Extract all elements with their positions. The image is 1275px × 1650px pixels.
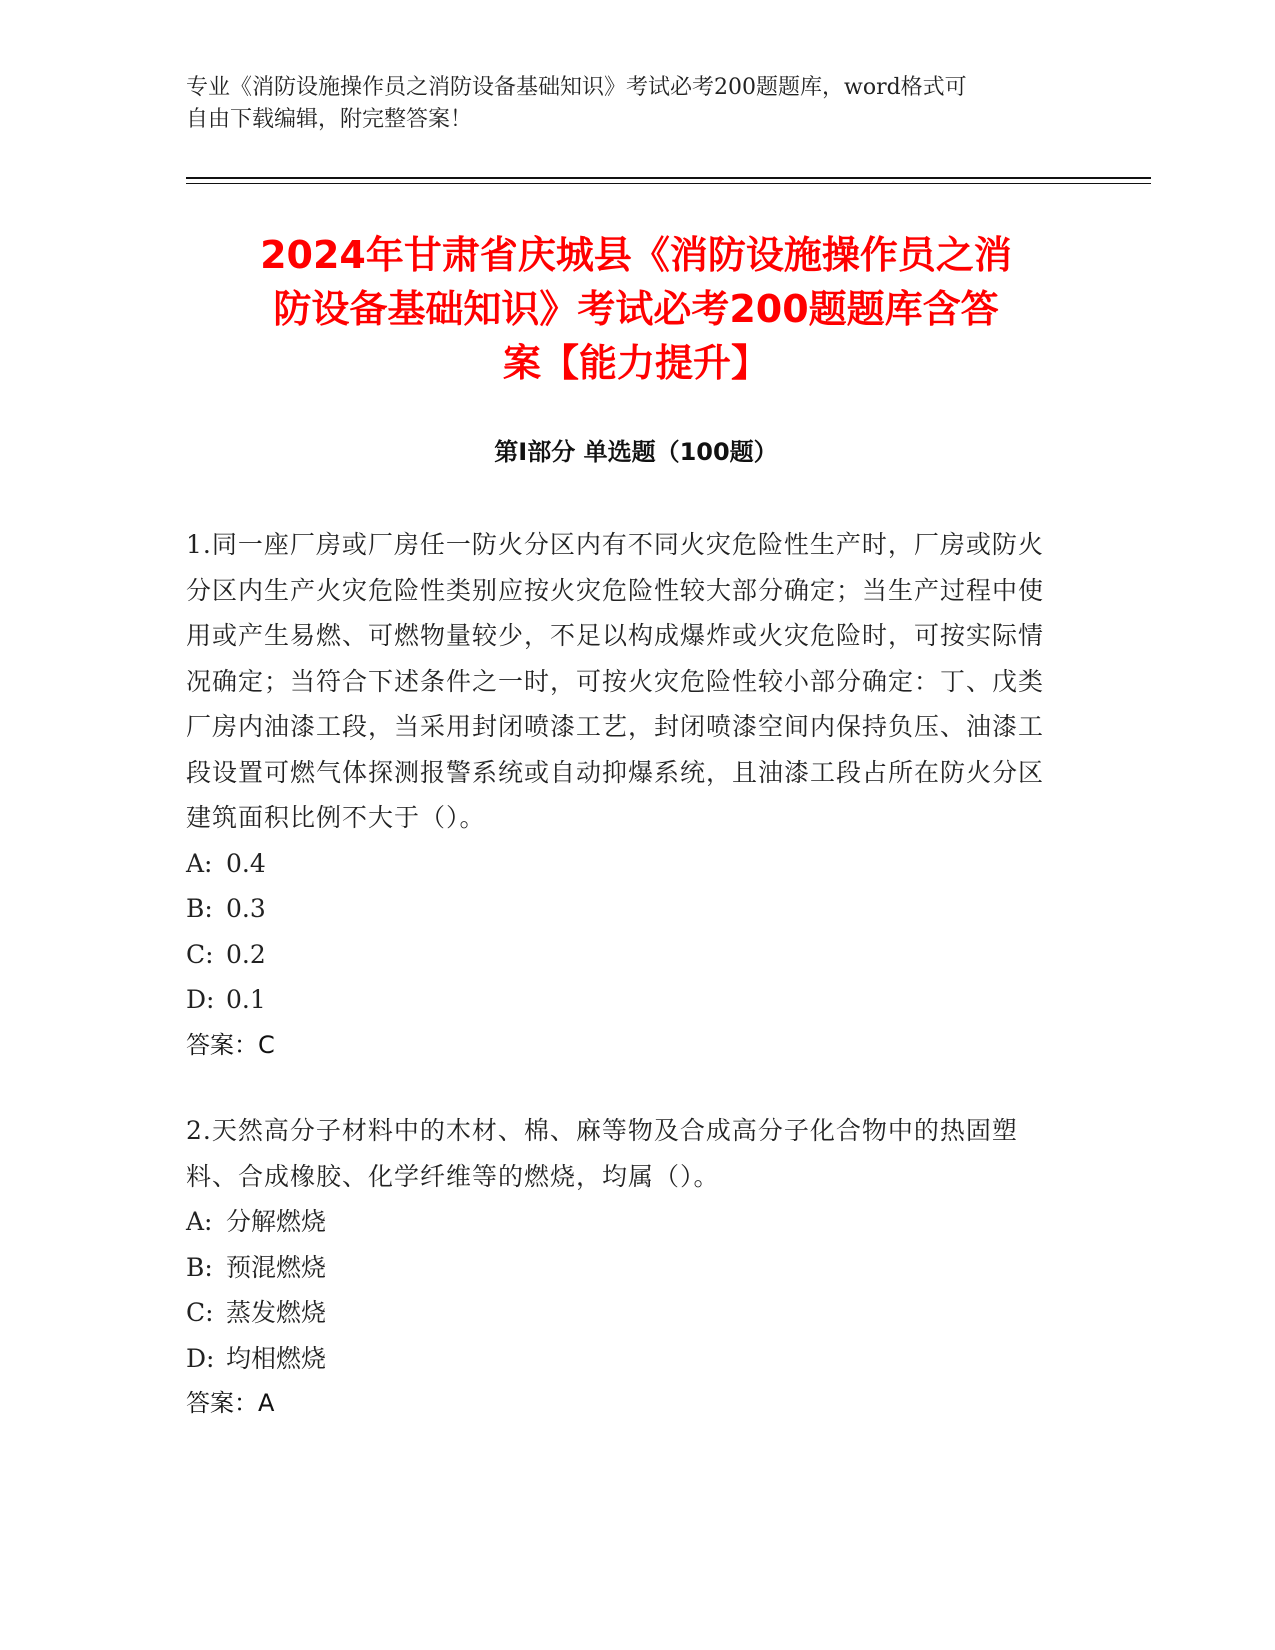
option-text: 0.4 <box>226 848 266 878</box>
option-key: D: <box>186 1343 215 1373</box>
option-text: 分解燃烧 <box>226 1207 327 1236</box>
option-key: B: <box>186 894 213 923</box>
option-key: D: <box>186 985 215 1014</box>
option-b <box>186 1245 1066 1291</box>
header-divider-thick <box>186 177 1151 179</box>
option-key: C: <box>186 939 214 969</box>
option-b <box>186 886 1066 932</box>
option-key: A: <box>186 1207 213 1236</box>
question-1 <box>186 522 1066 1068</box>
option-key: A: <box>186 848 213 878</box>
option-d <box>186 977 1066 1023</box>
question-stem: 2.天然高分子材料中的木材、棉、麻等物及合成高分子化合物中的热固塑料、合成橡胶、化学纤维等的燃烧，均属（）。 <box>186 1116 1018 1191</box>
option-text: 0.3 <box>226 894 266 923</box>
document-title-line-2: 防设备基础知识》考试必考200题题库含答 <box>273 287 999 331</box>
option-text: 0.1 <box>226 985 266 1014</box>
document-title-line-1: 2024年甘肃省庆城县《消防设施操作员之消 <box>260 233 1012 277</box>
option-c <box>186 932 1066 978</box>
header-divider-thin <box>186 183 1151 184</box>
answer-line: 答案：C <box>186 1030 275 1059</box>
option-a <box>186 1199 1066 1245</box>
question-stem: 1.同一座厂房或厂房任一防火分区内有不同火灾危险性生产时，厂房或防火分区内生产火灾危险性类别应按火灾危险性较大部分确定；当生产过程中使用或产生易燃、可燃物量较少，不足以构成爆炸或火灾危险时，可按实际情况确定；当符合下述条件之一时，可按火灾危险性较小部分确定：丁、戊类厂房内油漆工段，当采用封闭喷漆工艺，封闭喷漆空间内保持负压、油漆工段设置可燃气体探测报警系统或自动抑爆系统，且油漆工段占所在防火分区建筑面积比例不大于（）。 <box>186 530 1045 832</box>
document-title-line-3: 案【能力提升】 <box>502 341 769 385</box>
section-heading: 第I部分 单选题（100题） <box>494 438 778 466</box>
option-key: C: <box>186 1298 214 1327</box>
option-text: 0.2 <box>226 939 266 969</box>
header-note <box>186 72 1086 136</box>
option-text: 预混燃烧 <box>226 1252 327 1282</box>
option-d <box>186 1336 1066 1382</box>
answer-line: 答案：A <box>186 1389 275 1417</box>
header-note-line-2: 自由下载编辑，附完整答案！ <box>186 107 473 132</box>
option-a <box>186 841 1066 887</box>
document-title <box>186 228 1086 390</box>
option-text: 蒸发燃烧 <box>226 1298 327 1327</box>
option-key: B: <box>186 1252 213 1282</box>
question-2 <box>186 1108 1066 1427</box>
option-text: 均相燃烧 <box>226 1343 327 1373</box>
option-c <box>186 1290 1066 1336</box>
header-note-line-1: 专业《消防设施操作员之消防设备基础知识》考试必考200题题库，word格式可 <box>186 75 967 100</box>
